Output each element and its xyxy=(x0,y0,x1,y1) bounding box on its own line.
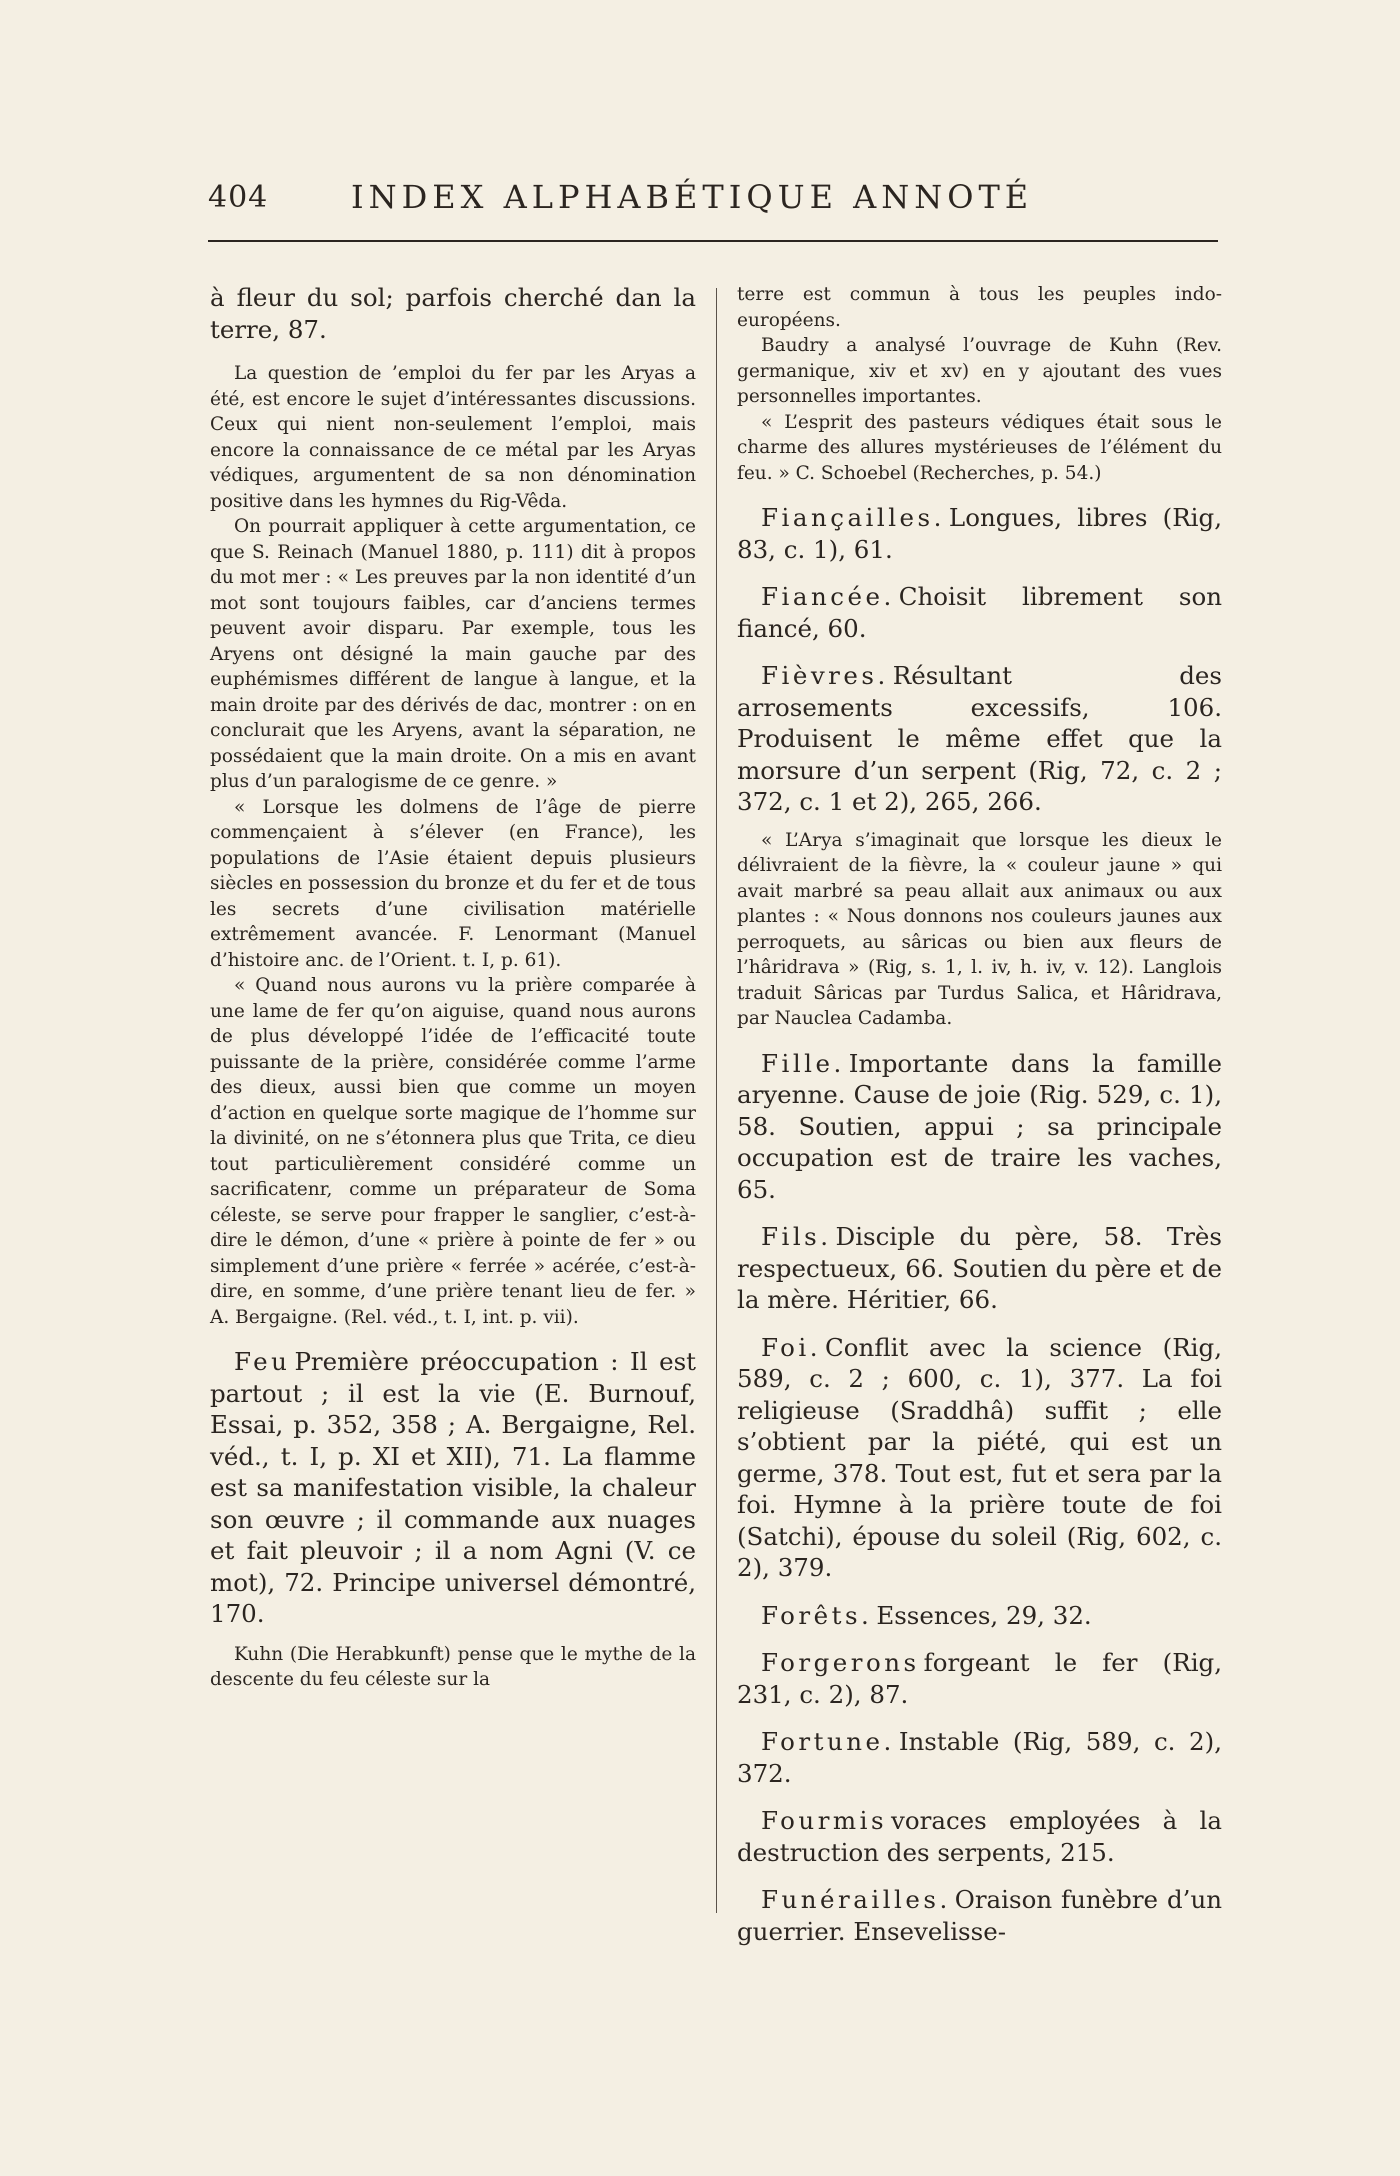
right-column xyxy=(737,282,1222,1947)
entry-fils xyxy=(737,1221,1222,1316)
headword-fiancee: Fiancée. xyxy=(761,582,895,611)
entry-foi xyxy=(737,1332,1222,1584)
entry-funerailles xyxy=(737,1884,1222,1947)
headword-funerailles: Funérailles. xyxy=(761,1885,951,1914)
fer-note-2: On pourrait appliquer à cette argumentation, ce que S. Reinach (Manuel 1880, p. 111) dit à propos du mot mer : « Les preuves par la non identité d’un mot sont toujours faibles, car d’anciens termes peuvent avoir disparu. Par exemple, tous les Aryens ont désigné la main gauche par des euphémismes différent de langue à langue, et la main droite par des dérivés de dac, montrer : on en conclurait que les Aryens, avant la séparation, ne possédaient que la main droite. On a mis en avant plus d’un paralogisme de ce genre. » xyxy=(210,516,696,792)
entry-fievres-text: Résultant des arrosements excessifs, 106. Produisent le même effet que la morsure d’un serpent (Rig, 72, c. 2 ; 372, c. 1 et 2), 265, 266. xyxy=(737,661,1222,816)
entry-feu xyxy=(210,1346,696,1630)
headword-fortune: Fortune. xyxy=(761,1727,895,1756)
left-column xyxy=(210,282,696,1693)
entry-feu-text: Première préoccupation : Il est partout ; il est la vie (E. Burnouf, Essai, p. 352, 358 ; A. Bergaigne, Rel. véd., t. I, p. XI et XII), 71. La flamme est sa manifestation visible, la chaleur son œuvre ; il commande aux nuages et fait pleuvoir ; il a nom Agni (V. ce mot), 72. Principe universel démontré, 170. xyxy=(210,1347,696,1628)
entry-forets xyxy=(737,1600,1222,1632)
entry-fievres xyxy=(737,660,1222,818)
page-header xyxy=(208,174,1208,224)
headword-fils: Fils. xyxy=(761,1222,832,1251)
fer-note-3: « Lorsque les dolmens de l’âge de pierre commençaient à s’élever (en France), les populations de l’Asie étaient depuis plusieurs siècles en possession du bronze et du fer et de tous les secrets d’une civilisation matérielle extrêmement avancée. F. Lenormant (Manuel d’histoire anc. de l’Orient. t. I, p. 61). xyxy=(210,796,696,971)
entry-fortune xyxy=(737,1726,1222,1789)
headword-forets: Forêts. xyxy=(761,1600,873,1630)
feu-note-1-continued: terre est commun à tous les peuples indo-européens. xyxy=(737,284,1222,331)
fievres-note: « L’Arya s’imaginait que lorsque les dieux le délivraient de la fièvre, la « couleur jaune » qui avait marbré sa peau allait aux animaux ou aux plantes : « Nous donnons nos couleurs jaunes aux perroquets, au sâricas ou bien aux fleurs de l’hâridrava » (Rig, s. 1, l. iv, h. iv, v. 12). Langlois traduit Sâricas par Turdus Salica, et Hâridrava, par Nauclea Cadamba. xyxy=(737,829,1222,1029)
header-rule xyxy=(208,240,1218,242)
entry-fourmis-text: voraces employées à la destruction des serpents, 215. xyxy=(737,1806,1222,1867)
entry-fille-text: Importante dans la famille aryenne. Cause de joie (Rig. 529, c. 1), 58. Soutien, appui ; sa principale occupation est de traire les vaches, 65. xyxy=(737,1048,1222,1204)
entry-forets-text: Essences, 29, 32. xyxy=(876,1600,1092,1630)
fer-note-1: La question de ’emploi du fer par les Aryas a été, est encore le sujet d’intéressantes discussions. Ceux qui nient non-seulement l’emploi, mais encore la connaissance de ce métal par les Aryas védiques, argumentent de sa non dénomination positive dans les hymnes du Rig-Vêda. xyxy=(210,363,696,512)
fer-note-4: « Quand nous aurons vu la prière comparée à une lame de fer qu’on aiguise, quand nous aurons de plus développé l’idée de l’efficacité toute puissante de la prière, considérée comme l’arme des dieux, aussi bien que comme un moyen d’action en quelque sorte magique de l’homme sur la divinité, on ne s’étonnera plus que Trita, ce dieu tout particulièrement considéré comme un sacrificatenr, comme un préparateur de Soma céleste, se serve pour frapper le sanglier, c’est-à-dire le démon, d’une « prière à pointe de fer » ou simplement d’une prière « ferrée » acérée, c’est-à-dire, en somme, d’une prière tenant lieu de fer. » A. Bergaigne. (Rel. véd., t. I, int. p. vii). xyxy=(210,975,696,1328)
entry-fille xyxy=(737,1048,1222,1206)
headword-foi: Foi. xyxy=(761,1332,822,1362)
feu-note-3: « L’esprit des pasteurs védiques était sous le charme des allures mystérieuses de l’élément du feu. » C. Schoebel (Recherches, p. 54.) xyxy=(737,411,1222,484)
entry-fiancee xyxy=(737,581,1222,644)
running-title: INDEX ALPHABÉTIQUE ANNOTÉ xyxy=(351,178,1034,216)
entry-fourmis xyxy=(737,1805,1222,1868)
entry-fiancailles-text: Longues, libres (Rig, 83, c. 1), 61. xyxy=(737,503,1222,564)
feu-note-2: Baudry a analysé l’ouvrage de Kuhn (Rev. germanique, xiv et xv) en y ajoutant des vues personnelles importantes. xyxy=(737,335,1222,407)
entry-forgerons xyxy=(737,1647,1222,1710)
feu-note-1: Kuhn (Die Herabkunft) pense que le mythe de la descente du feu céleste sur la xyxy=(210,1643,696,1690)
headword-fiancailles: Fiançailles. xyxy=(761,503,945,532)
page-number: 404 xyxy=(208,180,269,215)
headword-forgerons: Forgerons xyxy=(761,1648,920,1677)
entry-continuation: à fleur du sol; parfois cherché dan la terre, 87. xyxy=(210,283,696,344)
entry-fiancailles xyxy=(737,502,1222,565)
entry-foi-text: Conflit avec la science (Rig, 589, c. 2 ; 600, c. 1), 377. La foi religieuse (Sraddhâ) suffit ; elle s’obtient par la piété, qui est un germe, 378. Tout est, fut et sera par la foi. Hymne à la prière toute de foi (Satchi), épouse du soleil (Rig, 602, c. 2), 379. xyxy=(737,1332,1222,1582)
headword-feu: Feu xyxy=(234,1347,291,1376)
entry-fiancee-text: Choisit librement son fiancé, 60. xyxy=(737,582,1222,643)
column-divider xyxy=(716,288,717,1913)
headword-fourmis: Fourmis xyxy=(761,1806,888,1835)
entry-funerailles-text: Oraison funèbre d’un guerrier. Ensevelisse- xyxy=(737,1885,1222,1946)
entry-fils-text: Disciple du père, 58. Très respectueux, 66. Soutien du père et de la mère. Héritier, 66. xyxy=(737,1222,1222,1314)
headword-fille: Fille. xyxy=(761,1048,845,1078)
entry-fortune-text: Instable (Rig, 589, c. 2), 372. xyxy=(737,1727,1222,1788)
headword-fievres: Fièvres. xyxy=(761,661,889,690)
entry-forgerons-text: forgeant le fer (Rig, 231, c. 2), 87. xyxy=(737,1648,1222,1709)
